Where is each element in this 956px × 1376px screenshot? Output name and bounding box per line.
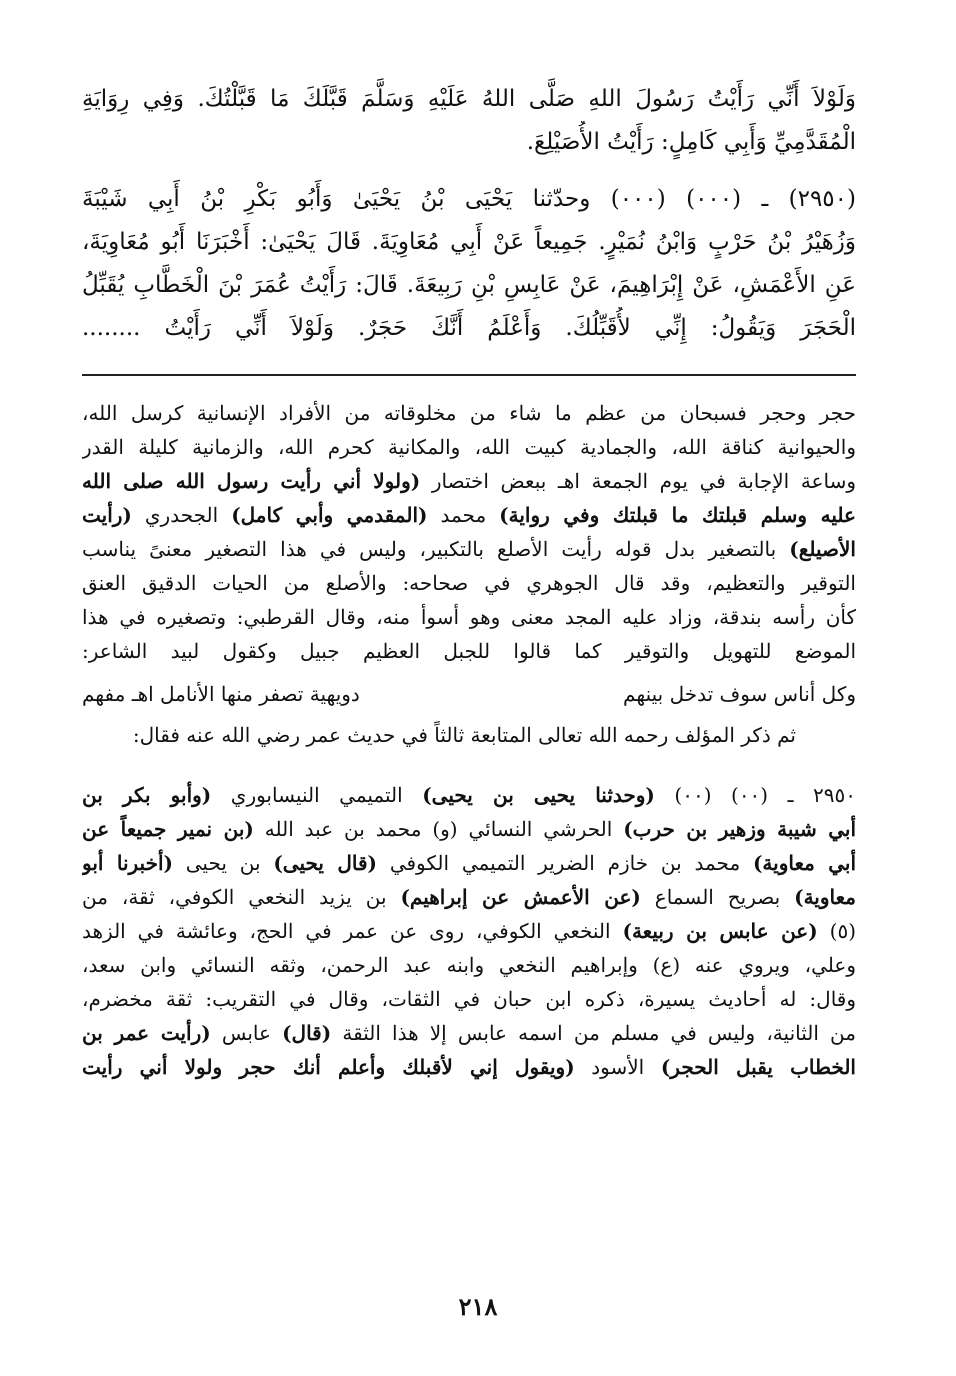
commentary-quote: عليه وسلم قبلتك ما قبلتك وفي رواية) xyxy=(499,503,856,527)
hadith-line: الْحَجَرَ وَيَقُولُ: إِنِّي لأُقَبِّلُكَ. وَأَعْلَمُ أَنَّكَ حَجَرٌ. وَلَوْلاَ أَنِّي رَأَيْتُ ........ xyxy=(82,315,856,341)
commentary-block xyxy=(82,396,856,1084)
chain-quote: أبي معاوية) xyxy=(752,851,856,875)
hadith-line: الْمُقَدَّمِيِّ وَأَبِي كَامِلٍ: رَأَيْتُ الأُصَيْلِعَ. xyxy=(526,129,856,155)
commentary-text: بالتصغير بدل قوله رأيت الأصلع بالتكبير، وليس في هذا التصغير معنىً يناسب xyxy=(82,537,790,561)
poetry-second-hemistich: دويهية تصفر منها الأنامل اهـ مفهم xyxy=(82,682,360,706)
commentary-quote: الأصيلع) xyxy=(789,537,856,561)
chain-line xyxy=(82,846,856,880)
hadith-line: وَلَوْلاَ أَنِّي رَأَيْتُ رَسُولَ اللهِ صَلَّى اللهُ عَلَيْهِ وَسَلَّمَ قَبَّلَكَ مَا قَبَّلْتُكَ. وَفِي رِوَايَةِ xyxy=(82,86,856,112)
commentary-intro-line: ثم ذكر المؤلف رحمه الله تعالى المتابعة ثالثاً في حديث عمر رضي الله عنه فقال: xyxy=(132,723,796,747)
chain-text: النخعي الكوفي، روى عن عمر في الحج، وعائشة في الزهد xyxy=(82,919,623,943)
chain-quote: (قال) xyxy=(282,1021,332,1045)
chain-line xyxy=(82,812,856,846)
chain-quote: (ويقول إني لأقبلك وأعلم أنك حجر ولولا أني رأيت xyxy=(82,1055,575,1079)
hadith-line: وَزُهَيْرُ بْنُ حَرْبٍ وَابْنُ نُمَيْرٍ. جَمِيعاً عَنْ أَبِي مُعَاوِيَةَ. قَالَ يَحْيَىٰ: أَخْبَرَنَا أَبُو مُعَاوِيَةَ، xyxy=(82,229,856,255)
chain-text: الأسود xyxy=(574,1055,661,1079)
chain-quote: (عن عابس بن ربيعة) xyxy=(622,919,818,943)
chain-text: عابس xyxy=(210,1021,283,1045)
chain-quote: (وحدثنا يحيى بن يحيى) xyxy=(422,783,655,807)
commentary-line: والحيوانية كناقة الله، والجمادية كبيت الله، والمكانية كحرم الله، والزمانية كليلة القدر xyxy=(82,435,856,459)
chain-quote: (عن الأعمش عن إبراهيم) xyxy=(400,885,641,909)
page-content xyxy=(82,78,856,1336)
footnote-divider xyxy=(82,374,856,376)
chain-text: ٢٩٥٠ ـ (٠٠) (٠٠) xyxy=(654,783,856,807)
hadith-line: عَنِ الأَعْمَشِ، عَنْ إِبْرَاهِيمَ، عَنْ عَابِسِ بْنِ رَبِيعَةَ. قَالَ: رَأَيْتُ عُمَرَ بْنَ الْخَطَّابِ يُقَبِّلُ xyxy=(82,272,856,298)
chain-quote: (رأيت عمر بن xyxy=(82,1021,211,1045)
chain-text: بن يزيد النخعي الكوفي، ثقة، من xyxy=(82,885,401,909)
hadith-text-block xyxy=(82,78,856,350)
commentary-quote: (رأيت xyxy=(82,503,132,527)
commentary-line: كأن رأسه بندقة، وزاد عليه المجد معنى وهو أسوأ منه، وقال القرطبي: وتصغيره في هذا xyxy=(82,605,856,629)
commentary-line: التوقير والتعظيم، وقد قال الجوهري في صحاحه: والأصلع من الحيات الدقيق العنق xyxy=(82,571,856,595)
chain-text: بن يحيى xyxy=(172,851,274,875)
chain-line xyxy=(82,778,856,812)
chain-text: الحرشي النسائي (و) محمد بن عبد الله xyxy=(253,817,624,841)
chain-quote: الخطاب يقبل الحجر) xyxy=(660,1055,856,1079)
chain-line: وقال: له أحاديث يسيرة، ذكره ابن حبان في الثقات، وقال في التقريب: ثقة مخضرم، xyxy=(82,987,856,1011)
chain-line xyxy=(82,1016,856,1050)
chain-text: محمد بن خازم الضرير التميمي الكوفي xyxy=(377,851,753,875)
chain-quote: (وأبو بكر بن xyxy=(82,783,212,807)
commentary-text: محمد xyxy=(427,503,500,527)
chain-text: (٥) xyxy=(817,919,856,943)
chain-text: من الثانية، وليس في مسلم من اسمه عابس إلا هذا الثقة xyxy=(331,1021,856,1045)
chain-line xyxy=(82,880,856,914)
chain-quote: أبي شيبة وزهير بن حرب) xyxy=(623,817,856,841)
chain-quote: (أخبرنا أبو xyxy=(82,851,173,875)
chain-text: التميمي النيسابوري xyxy=(211,783,423,807)
chain-text: بصريح السماع xyxy=(640,885,795,909)
chain-quote: (بن نمير جميعاً عن xyxy=(82,817,254,841)
poetry-first-hemistich: وكل أناس سوف تدخل بينهم xyxy=(623,682,856,706)
chain-quote: (قال يحيى) xyxy=(273,851,378,875)
hadith-line: (٢٩٥٠) ـ (٠٠٠) (٠٠٠) وحدّثنا يَحْيَى بْنُ يَحْيَىٰ وَأَبُو بَكْرِ بْنُ أَبِي شَيْبَةَ xyxy=(82,186,856,212)
poetry-verse xyxy=(82,674,856,714)
chain-line: وعلي، ويروي عنه (ع) وإبراهيم النخعي وابنه عبد الرحمن، وثقه النسائي وابن سعد، xyxy=(82,953,856,977)
commentary-quote: (المقدمي وأبي كامل) xyxy=(231,503,428,527)
commentary-quote: (ولولا أني رأيت رسول الله صلى الله xyxy=(82,469,421,493)
chain-quote: معاوية) xyxy=(794,885,856,909)
commentary-text: الجحدري xyxy=(131,503,232,527)
commentary-line: الموضع للتهويل والتوقير كما قالوا للجبل العظيم جبيل وكقول لبيد الشاعر: xyxy=(82,639,856,663)
chain-line xyxy=(82,914,856,948)
commentary-line xyxy=(82,532,856,566)
commentary-line: حجر وحجر فسبحان من عظم ما شاء من مخلوقاته من الأفراد الإنسانية كرسل الله، xyxy=(82,401,856,425)
commentary-line xyxy=(82,498,856,532)
page-number: ٢١٨ xyxy=(458,1292,498,1321)
commentary-line xyxy=(82,464,856,498)
commentary-text: وساعة الإجابة في يوم الجمعة اهـ ببعض اختصار xyxy=(420,469,856,493)
chain-line xyxy=(82,1050,856,1084)
